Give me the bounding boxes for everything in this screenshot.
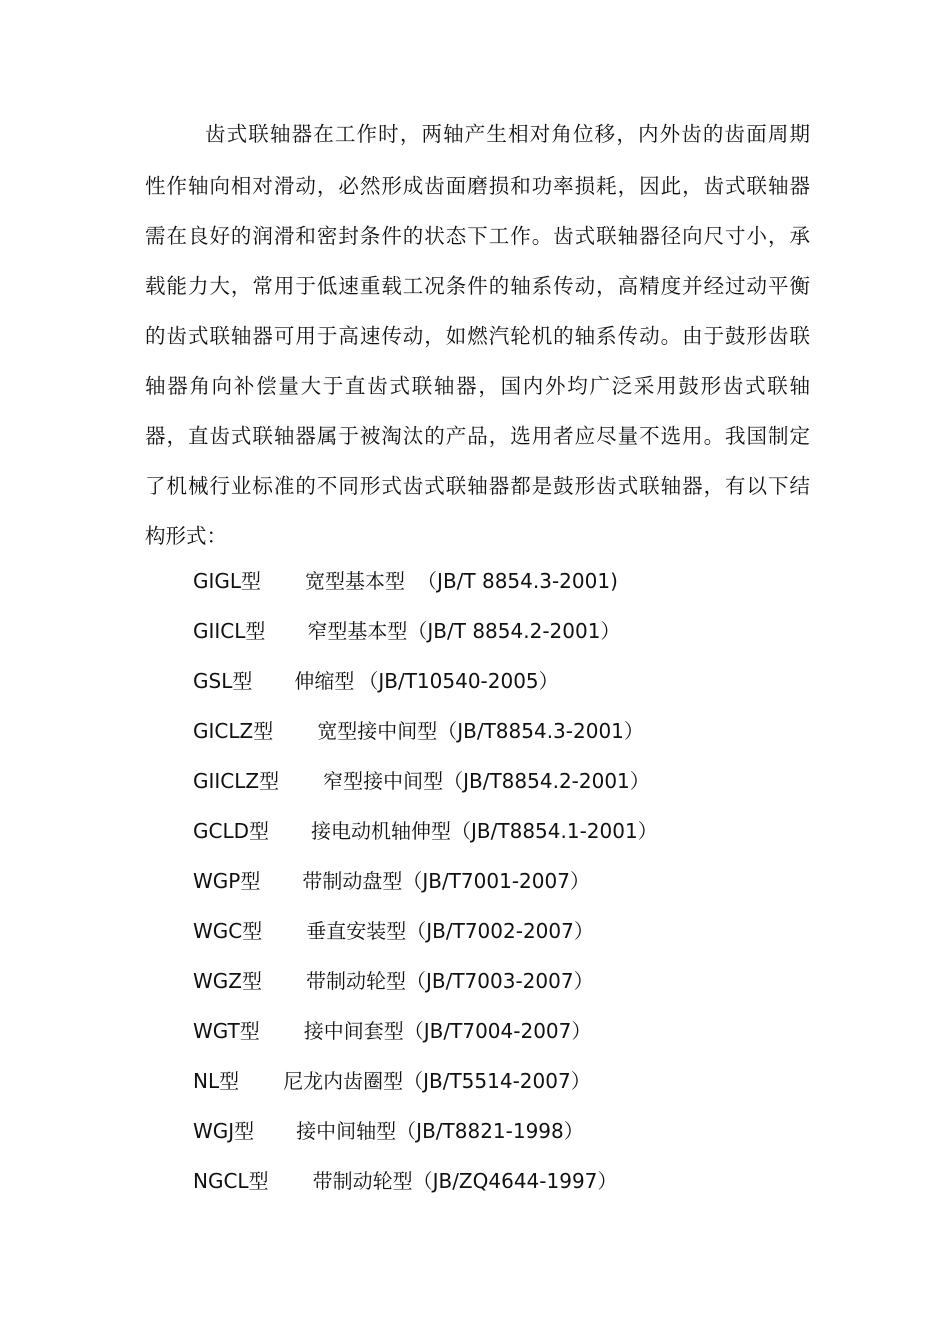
- type-description: 接电动机轴伸型: [311, 819, 452, 843]
- type-suffix: 型: [241, 969, 262, 993]
- type-suffix: 型: [242, 919, 263, 943]
- list-item: [193, 1018, 591, 1044]
- type-suffix: 型: [259, 769, 280, 793]
- type-description: 带制动轮型: [312, 1169, 413, 1193]
- type-code: GIICL: [193, 619, 246, 643]
- type-code: NGCL: [193, 1169, 249, 1193]
- type-standard: （JB/T5514-2007）: [403, 1069, 591, 1093]
- type-standard: （JB/T8854.3-2001）: [437, 719, 644, 743]
- type-standard: （JB/T7001-2007）: [402, 869, 590, 893]
- type-code: WGC: [193, 919, 243, 943]
- list-item: [193, 718, 644, 744]
- type-suffix: 型: [253, 719, 274, 743]
- type-suffix: 型: [219, 1069, 240, 1093]
- type-standard: （JB/T8854.1-2001）: [451, 819, 658, 843]
- paragraph-line: 载能力大，常用于低速重载工况条件的轴系传动，高精度并经过动平衡: [145, 274, 810, 298]
- type-description: 垂直安装型: [306, 919, 407, 943]
- type-suffix: 型: [245, 619, 266, 643]
- paragraph-line: 齿式联轴器在工作时，两轴产生相对角位移，内外齿的齿面周期: [205, 122, 810, 146]
- type-suffix: 型: [240, 869, 261, 893]
- paragraph-line: 器，直齿式联轴器属于被淘汰的产品，选用者应尽量不选用。我国制定: [145, 424, 810, 448]
- type-standard: （JB/T10540-2005）: [358, 669, 559, 693]
- paragraph-line: 需在良好的润滑和密封条件的状态下工作。齿式联轴器径向尺寸小，承: [145, 224, 810, 248]
- type-standard: （JB/T 8854.3-2001): [417, 569, 618, 593]
- type-suffix: 型: [241, 569, 262, 593]
- type-suffix: 型: [249, 819, 270, 843]
- type-suffix: 型: [239, 1019, 260, 1043]
- list-item: [193, 568, 618, 594]
- type-standard: （JB/T8854.2-2001）: [443, 769, 650, 793]
- type-description: 尼龙内齿圈型: [283, 1069, 404, 1093]
- type-description: 接中间套型: [303, 1019, 404, 1043]
- paragraph-line: 性作轴向相对滑动，必然形成齿面磨损和功率损耗，因此，齿式联轴器: [145, 174, 810, 198]
- type-standard: （JB/T 8854.2-2001）: [407, 619, 621, 643]
- type-suffix: 型: [234, 1119, 255, 1143]
- list-item: [193, 1168, 617, 1194]
- type-standard: （JB/T8821-1998）: [396, 1119, 584, 1143]
- type-code: WGP: [193, 869, 241, 893]
- type-description: 接中间轴型: [296, 1119, 397, 1143]
- paragraph-line: 构形式：: [145, 524, 227, 548]
- list-item: [193, 1068, 591, 1094]
- type-code: GICLZ: [193, 719, 254, 743]
- type-suffix: 型: [232, 669, 253, 693]
- list-item: [193, 668, 559, 694]
- type-description: 宽型基本型: [305, 569, 406, 593]
- type-code: NL: [193, 1069, 220, 1093]
- paragraph-line: 了机械行业标准的不同形式齿式联轴器都是鼓形齿式联轴器，有以下结: [145, 474, 810, 498]
- type-description: 伸缩型: [294, 669, 355, 693]
- type-code: WGZ: [193, 969, 242, 993]
- type-standard: （JB/T7003-2007）: [405, 969, 594, 993]
- type-standard: （JB/T7004-2007）: [403, 1019, 592, 1043]
- type-description: 宽型接中间型: [317, 719, 438, 743]
- type-standard: （JB/T7002-2007）: [406, 919, 594, 943]
- type-code: WGT: [193, 1019, 240, 1043]
- paragraph-line: 轴器角向补偿量大于直齿式联轴器，国内外均广泛采用鼓形齿式联轴: [145, 374, 810, 398]
- type-description: 带制动盘型: [302, 869, 403, 893]
- type-code: GCLD: [193, 819, 250, 843]
- type-standard: （JB/ZQ4644-1997）: [412, 1169, 618, 1193]
- list-item: [193, 918, 594, 944]
- type-description: 带制动轮型: [305, 969, 406, 993]
- type-description: 窄型接中间型: [323, 769, 444, 793]
- type-code: GIGL: [193, 569, 242, 593]
- list-item: [193, 968, 594, 994]
- type-code: WGJ: [193, 1119, 235, 1143]
- list-item: [193, 618, 620, 644]
- list-item: [193, 868, 590, 894]
- list-item: [193, 768, 650, 794]
- type-code: GSL: [193, 669, 233, 693]
- type-suffix: 型: [248, 1169, 269, 1193]
- type-description: 窄型基本型: [307, 619, 408, 643]
- paragraph-line: 的齿式联轴器可用于高速传动，如燃汽轮机的轴系传动。由于鼓形齿联: [145, 324, 810, 348]
- type-code: GIICLZ: [193, 769, 260, 793]
- list-item: [193, 1118, 584, 1144]
- list-item: [193, 818, 658, 844]
